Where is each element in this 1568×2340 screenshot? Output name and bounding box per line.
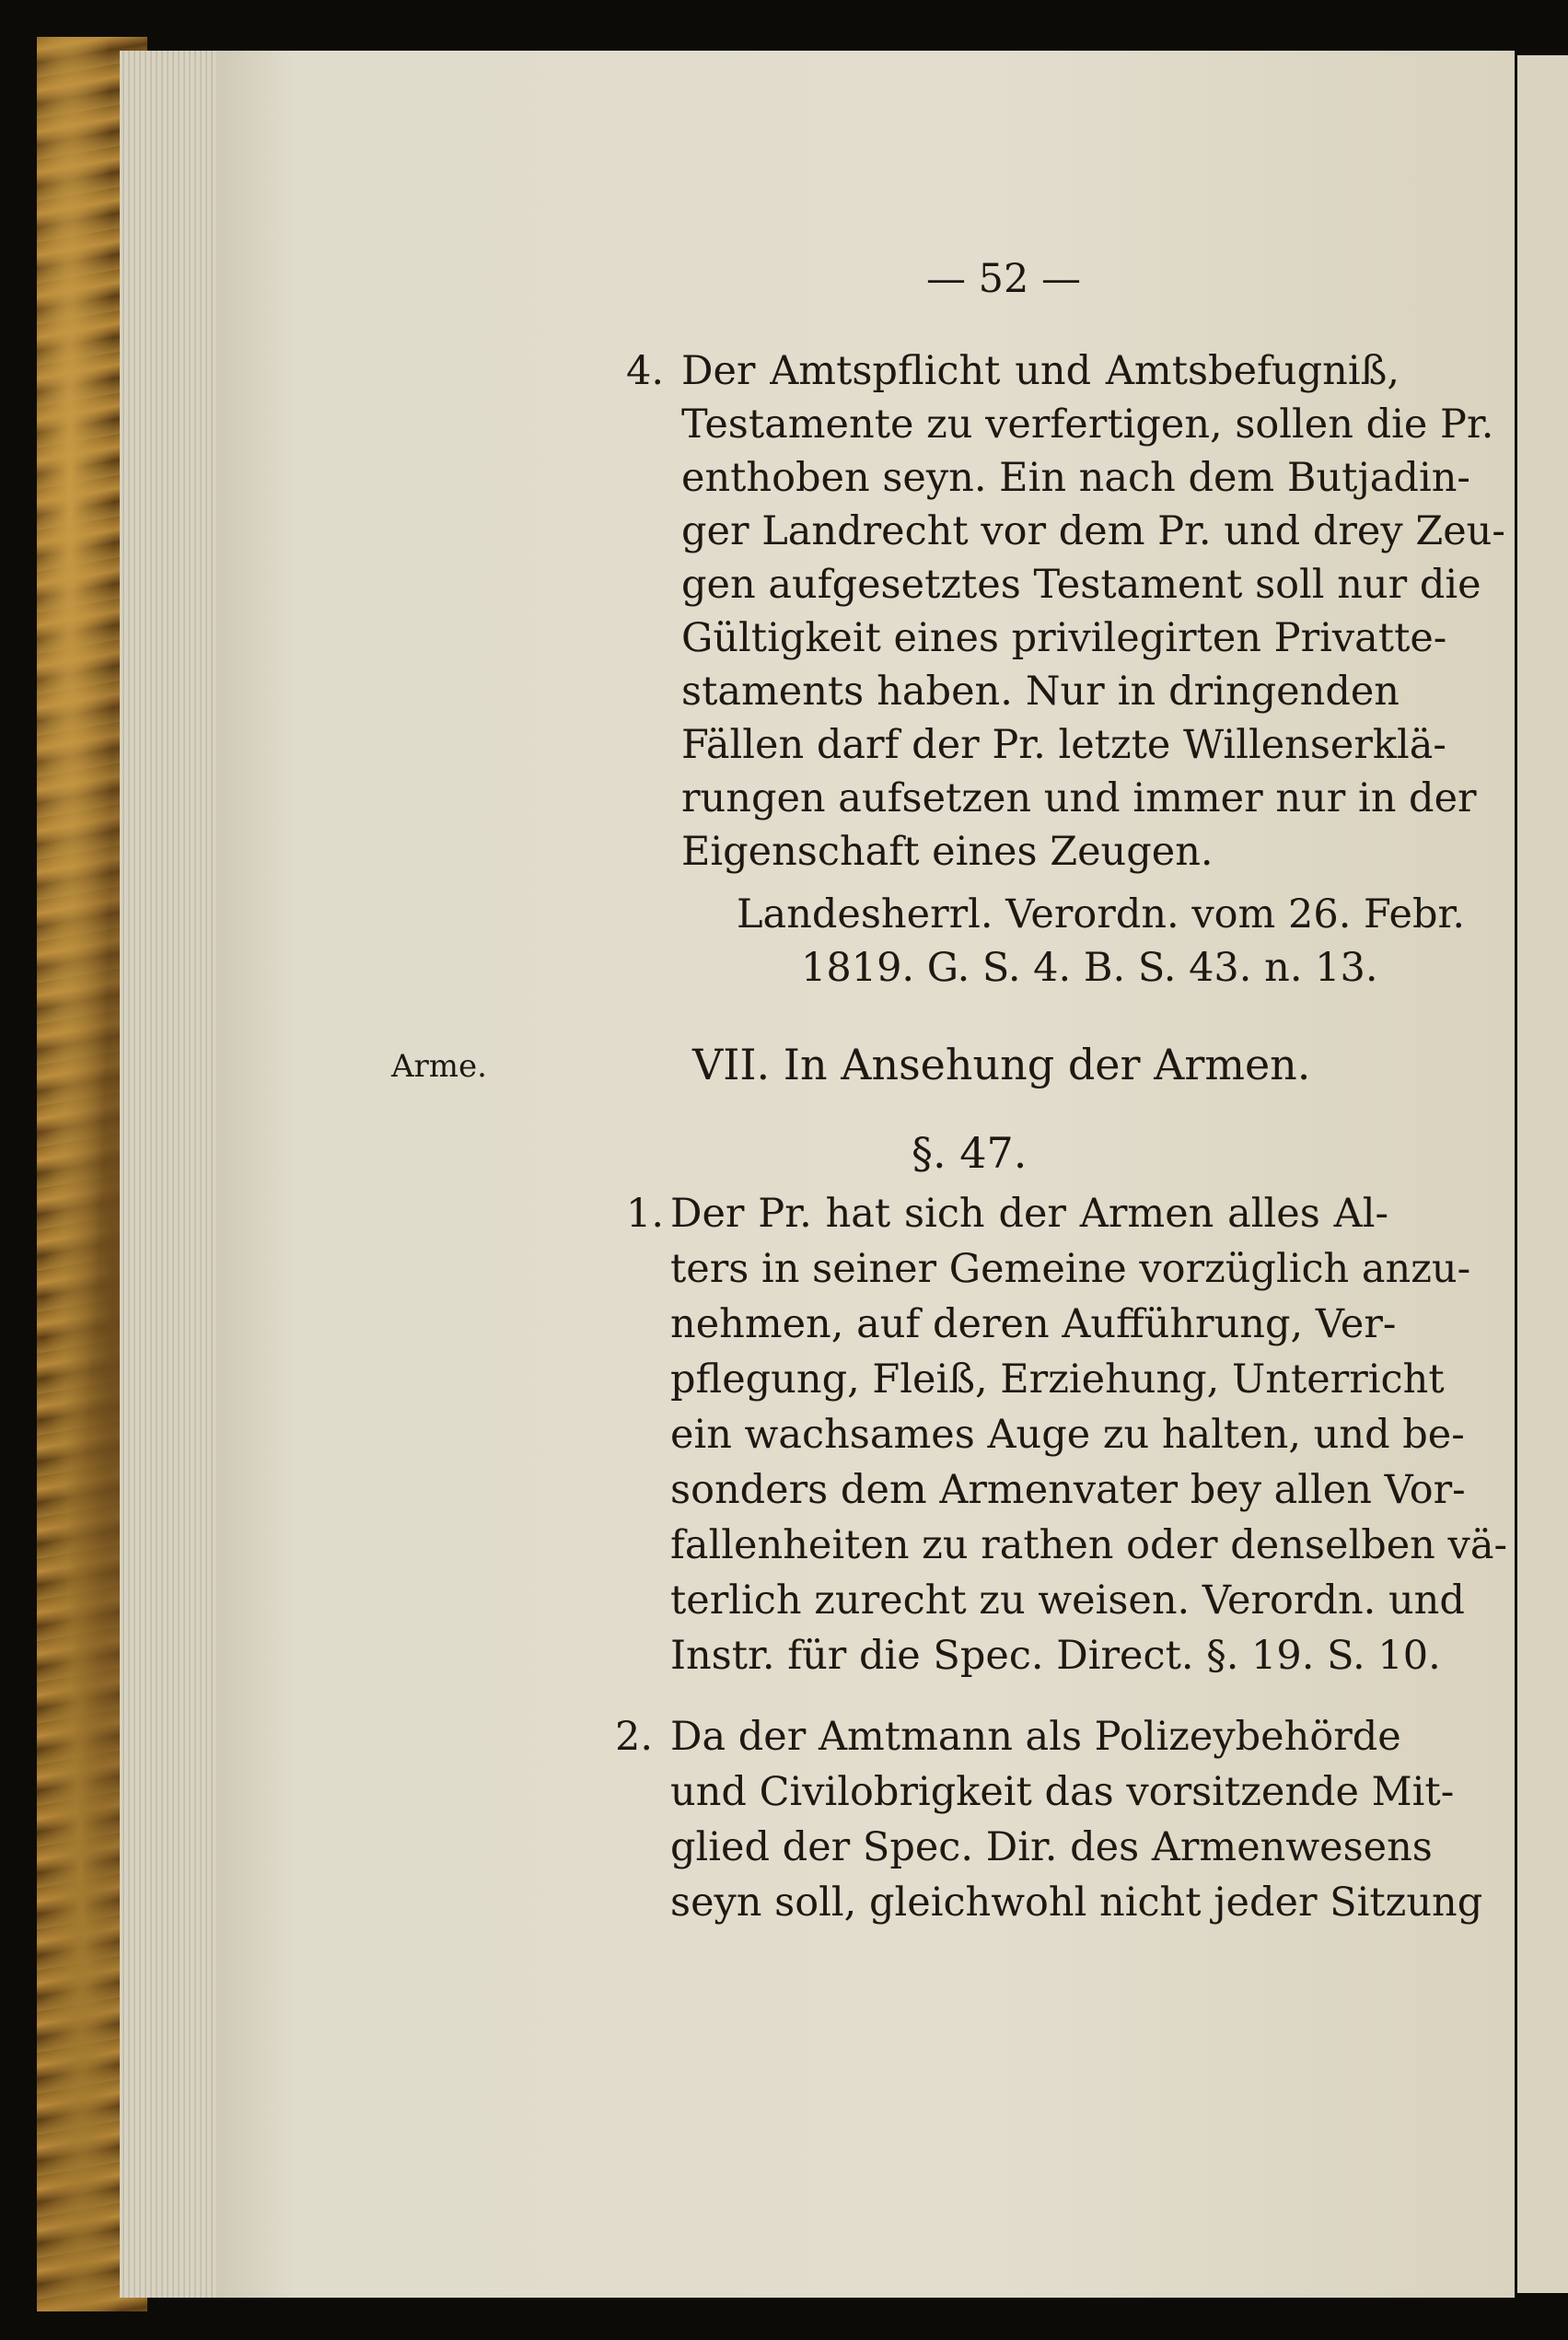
item-4-line: enthoben seyn. Ein nach dem Butjadin-	[681, 455, 1470, 501]
margin-note: Arme.	[391, 1048, 487, 1085]
item-1-line: sonders dem Armenvater bey allen Vor-	[670, 1467, 1466, 1513]
item-1-line: Instr. für die Spec. Direct. §. 19. S. 10.	[670, 1633, 1441, 1679]
item-4-line: staments haben. Nur in dringenden	[681, 669, 1400, 715]
item-4-line: Testamente zu verfertigen, sollen die Pr.	[681, 402, 1494, 448]
item-1-line: ters in seiner Gemeine vorzüglich anzu-	[670, 1246, 1471, 1292]
item-4-line: Der Amtspflicht und Amtsbefugniß,	[681, 348, 1400, 394]
item-1-line: terlich zurecht zu weisen. Verordn. und	[670, 1577, 1465, 1624]
paragraph-sign: §. 47.	[912, 1128, 1028, 1178]
item-1-line: Der Pr. hat sich der Armen alles Al-	[670, 1191, 1388, 1237]
item-4-number: 4.	[626, 348, 665, 394]
page-stack-edges	[120, 51, 226, 2298]
item-4-citation: Landesherrl. Verordn. vom 26. Febr.	[737, 891, 1466, 937]
item-4-line: ger Landrecht vor dem Pr. und drey Zeu-	[681, 508, 1505, 554]
item-2-line: und Civilobrigkeit das vorsitzende Mit-	[670, 1769, 1455, 1815]
item-4-line: Eigenschaft eines Zeugen.	[681, 829, 1214, 875]
page-number: — 52 —	[925, 256, 1082, 302]
section-heading: VII. In Ansehung der Armen.	[692, 1040, 1311, 1089]
item-4-line: rungen aufsetzen und immer nur in der	[681, 775, 1477, 821]
item-4-line: gen aufgesetztes Testament soll nur die	[681, 562, 1481, 608]
item-4-citation: 1819. G. S. 4. B. S. 43. n. 13.	[801, 945, 1378, 991]
item-4-line: Fällen darf der Pr. letzte Willenserklä-	[681, 722, 1446, 768]
item-1-line: pflegung, Fleiß, Erziehung, Unterricht	[670, 1356, 1445, 1403]
item-1-line: ein wachsames Auge zu halten, und be-	[670, 1412, 1465, 1458]
item-2-number: 2.	[615, 1714, 654, 1760]
item-1-number: 1.	[626, 1191, 665, 1237]
item-2-line: Da der Amtmann als Polizeybehörde	[670, 1714, 1401, 1760]
item-2-line: glied der Spec. Dir. des Armenwesens	[670, 1824, 1433, 1870]
facing-page-edge	[1517, 55, 1568, 2293]
item-2-line: seyn soll, gleichwohl nicht jeder Sitzung	[670, 1880, 1483, 1926]
item-1-line: fallenheiten zu rathen oder denselben vä-	[670, 1522, 1507, 1568]
item-1-line: nehmen, auf deren Aufführung, Ver-	[670, 1301, 1397, 1347]
item-4-line: Gültigkeit eines privilegirten Privatte-	[681, 615, 1447, 661]
